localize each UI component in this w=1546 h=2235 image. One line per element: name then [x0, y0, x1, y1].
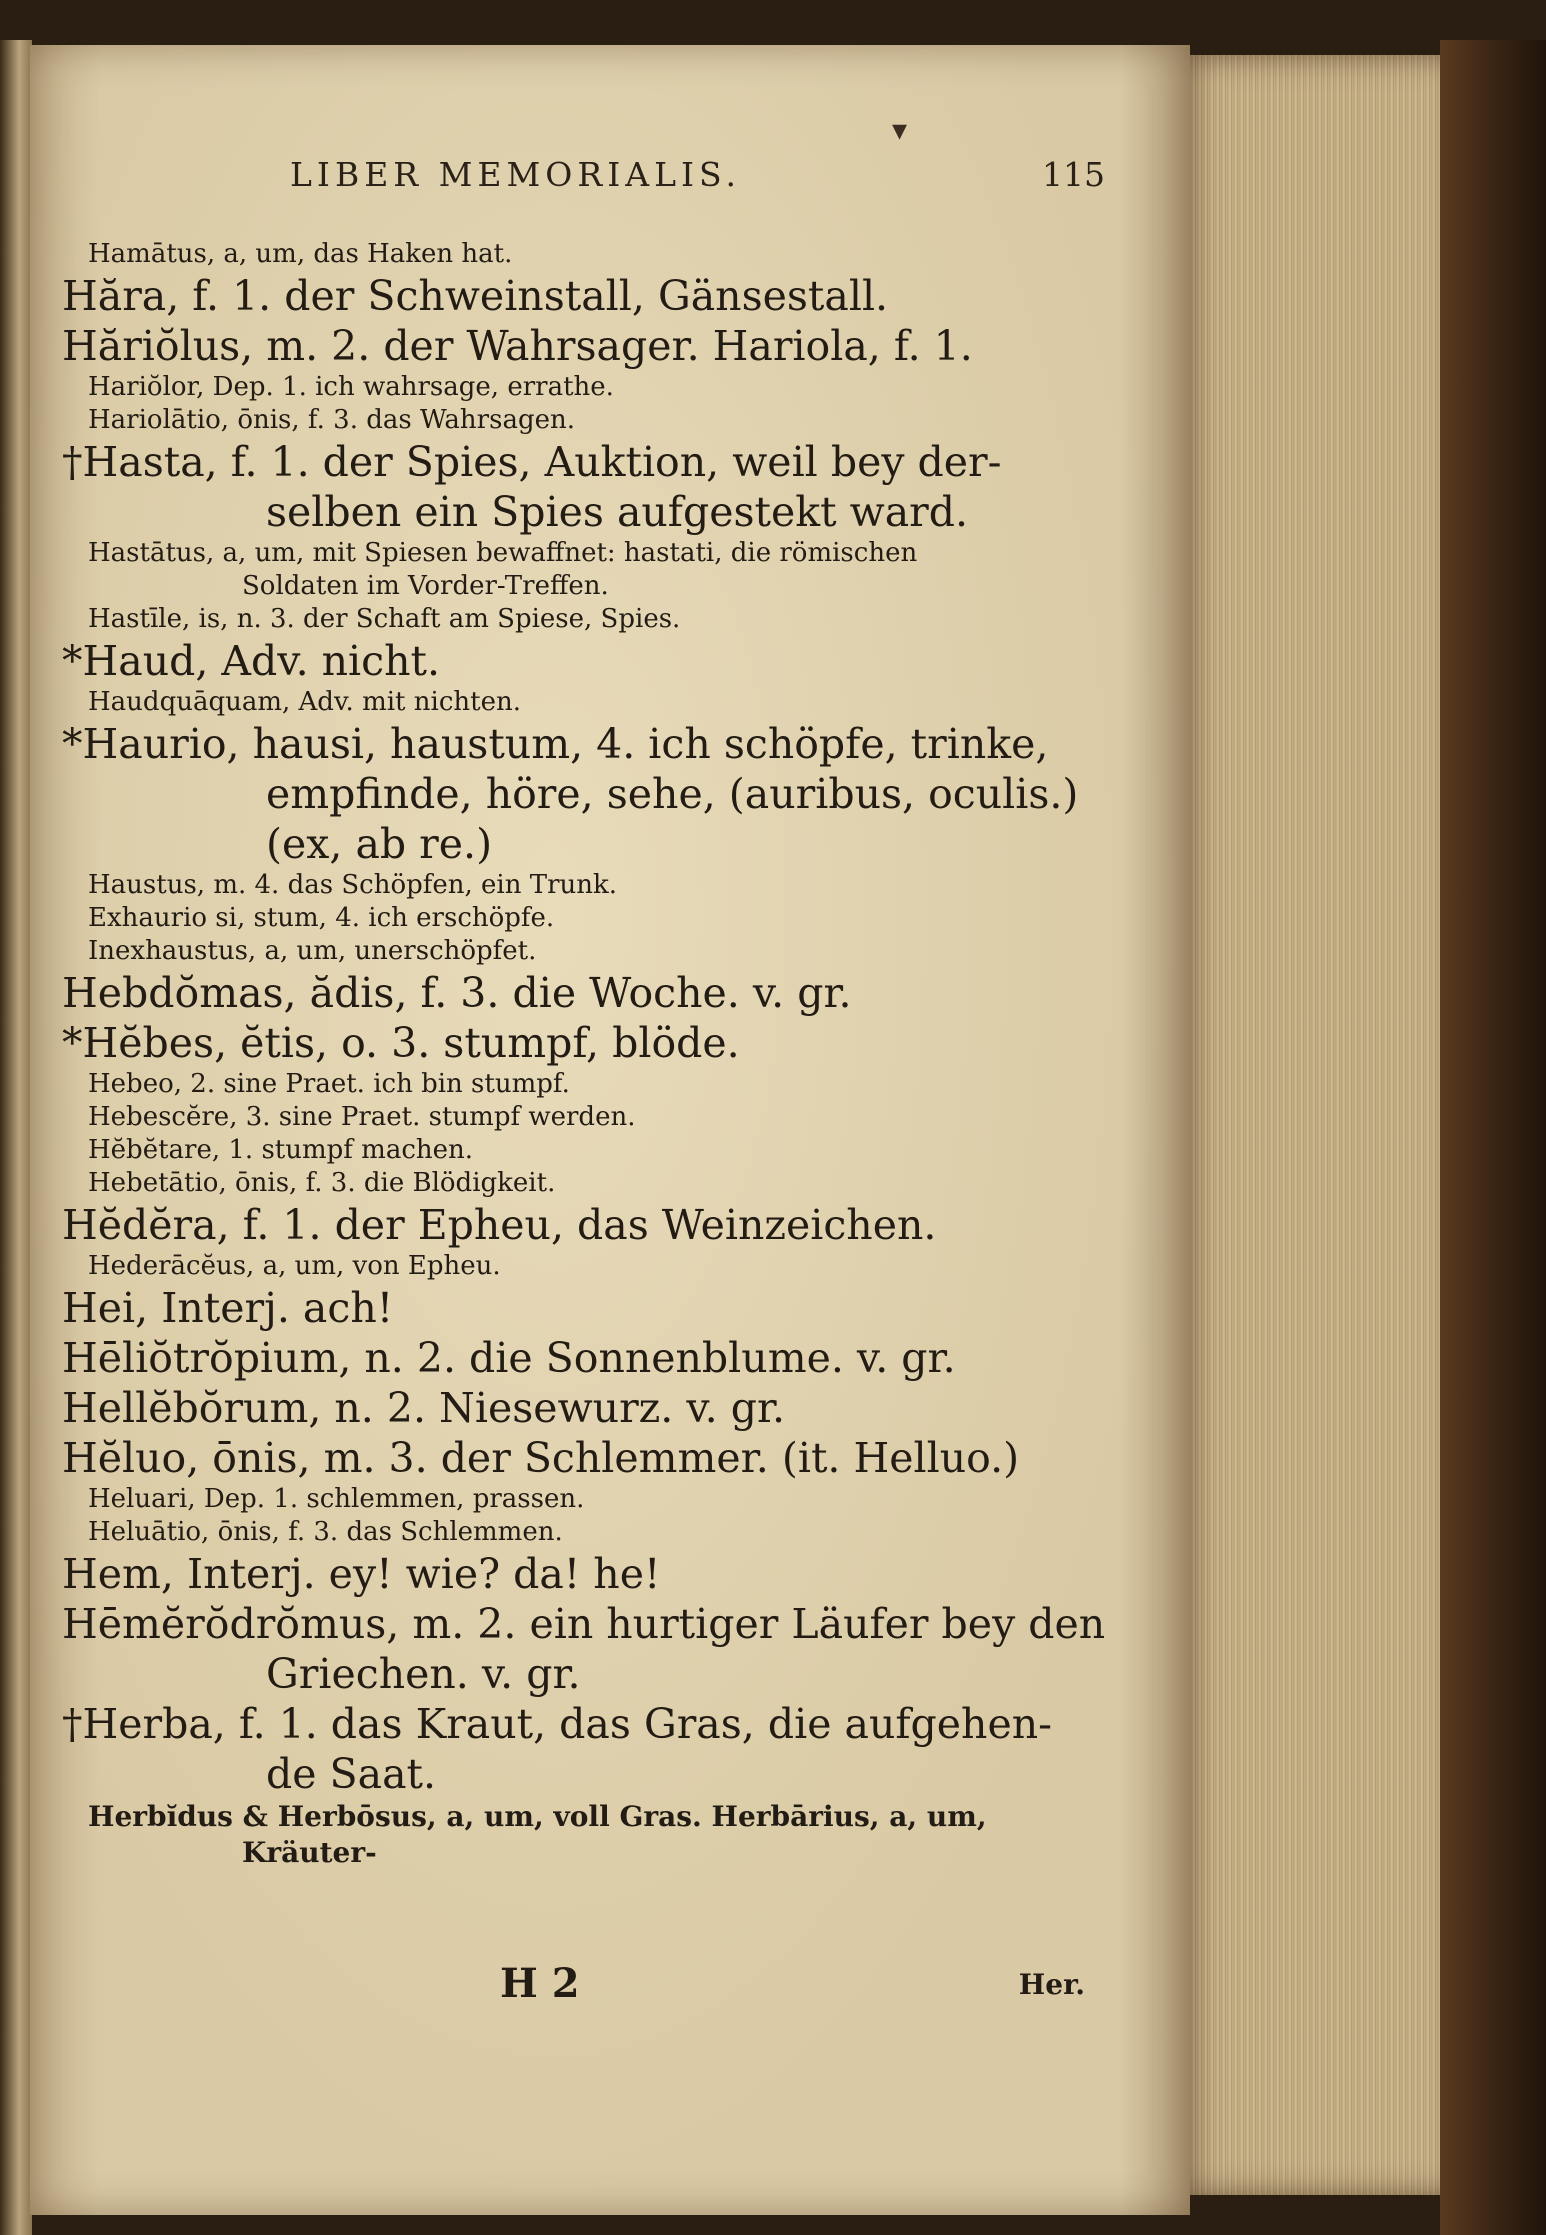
entry-derivative-line: Haudquāquam, Adv. mit nichten.	[88, 687, 521, 717]
entry-headword-line: *Haurio, hausi, haustum, 4. ich schöpfe, trinke,	[62, 720, 1049, 768]
entry-headword-line: Hem, Interj. ey! wie? da! he!	[62, 1550, 661, 1598]
entry-derivative-line: Inexhaustus, a, um, unerschöpfet.	[88, 936, 537, 966]
entry-derivative-line: Hederācĕus, a, um, von Epheu.	[88, 1251, 501, 1281]
entry-derivative-line: Hariŏlor, Dep. 1. ich wahrsage, errathe.	[88, 372, 614, 402]
facing-page-edge	[0, 40, 32, 2235]
entry-headword-line: Hēmĕrŏdrŏmus, m. 2. ein hurtiger Läufer bey den	[62, 1600, 1106, 1648]
entry-derivative-line: Exhaurio si, stum, 4. ich erschöpfe.	[88, 903, 555, 933]
entry-derivative-line: Hastīle, is, n. 3. der Schaft am Spiese, Spies.	[88, 604, 681, 634]
entry-headword-line: †Hasta, f. 1. der Spies, Auktion, weil bey der-	[62, 438, 1002, 486]
entry-derivative-line: Hamātus, a, um, das Haken hat.	[88, 239, 513, 269]
entry-continuation-line: (ex, ab re.)	[266, 820, 493, 868]
entry-headword-line: Hăra, f. 1. der Schweinstall, Gänsestall.	[62, 272, 889, 320]
entry-headword-line: Hei, Interj. ach!	[62, 1284, 394, 1332]
entry-continuation-line: Soldaten im Vorder-Treffen.	[242, 571, 609, 601]
dictionary-entries	[62, 238, 1162, 1871]
ink-mark: ▾	[892, 113, 908, 148]
page-footer	[60, 1960, 1105, 2010]
entry-continuation-line: Kräuter-	[242, 1836, 377, 1869]
running-title: LIBER MEMORIALIS.	[290, 155, 741, 194]
running-head	[60, 155, 1105, 195]
catchword: Her.	[1018, 1968, 1085, 2001]
entry-derivative-line: Hastātus, a, um, mit Spiesen bewaffnet: hastati, die römischen	[88, 538, 918, 568]
entry-headword-line: Hĕluo, ōnis, m. 3. der Schlemmer. (it. Helluo.)	[62, 1434, 1020, 1482]
entry-derivative-line: Hebetātio, ōnis, f. 3. die Blödigkeit.	[88, 1168, 556, 1198]
entry-continuation-line: Herbĭdus & Herbōsus, a, um, voll Gras. Herbārius, a, um,	[88, 1800, 987, 1833]
entry-headword-line: Hēliŏtrŏpium, n. 2. die Sonnenblume. v. gr.	[62, 1334, 956, 1382]
entry-headword-line: Hebdŏmas, ădis, f. 3. die Woche. v. gr.	[62, 969, 852, 1017]
entry-derivative-line: Heluari, Dep. 1. schlemmen, prassen.	[88, 1484, 585, 1514]
signature-mark: H 2	[500, 1960, 580, 2007]
entry-derivative-line: Hebescĕre, 3. sine Praet. stumpf werden.	[88, 1102, 636, 1132]
entry-continuation-line: Griechen. v. gr.	[266, 1650, 581, 1698]
page-block-edges	[1190, 55, 1460, 2195]
entry-continuation-line: de Saat.	[266, 1750, 437, 1798]
page-number: 115	[1042, 155, 1105, 194]
entry-continuation-line: selben ein Spies aufgestekt ward.	[266, 488, 969, 536]
entry-headword-line: *Hĕbes, ĕtis, o. 3. stumpf, blöde.	[62, 1019, 740, 1067]
entry-continuation-line: empfinde, höre, sehe, (auribus, oculis.)	[266, 770, 1079, 818]
entry-headword-line: Hĕdĕra, f. 1. der Epheu, das Weinzeichen.	[62, 1201, 937, 1249]
entry-headword-line: Hellĕbŏrum, n. 2. Niesewurz. v. gr.	[62, 1384, 786, 1432]
book-cover	[1440, 40, 1546, 2235]
entry-derivative-line: Hariolātio, ōnis, f. 3. das Wahrsagen.	[88, 405, 575, 435]
entry-derivative-line: Hebeo, 2. sine Praet. ich bin stumpf.	[88, 1069, 570, 1099]
entry-headword-line: *Haud, Adv. nicht.	[62, 637, 441, 685]
entry-headword-line: †Herba, f. 1. das Kraut, das Gras, die aufgehen-	[62, 1700, 1052, 1748]
entry-derivative-line: Hĕbĕtare, 1. stumpf machen.	[88, 1135, 474, 1165]
entry-derivative-line: Heluātio, ōnis, f. 3. das Schlemmen.	[88, 1517, 563, 1547]
entry-headword-line: Hăriŏlus, m. 2. der Wahrsager. Hariola, f. 1.	[62, 322, 973, 370]
entry-derivative-line: Haustus, m. 4. das Schöpfen, ein Trunk.	[88, 870, 618, 900]
